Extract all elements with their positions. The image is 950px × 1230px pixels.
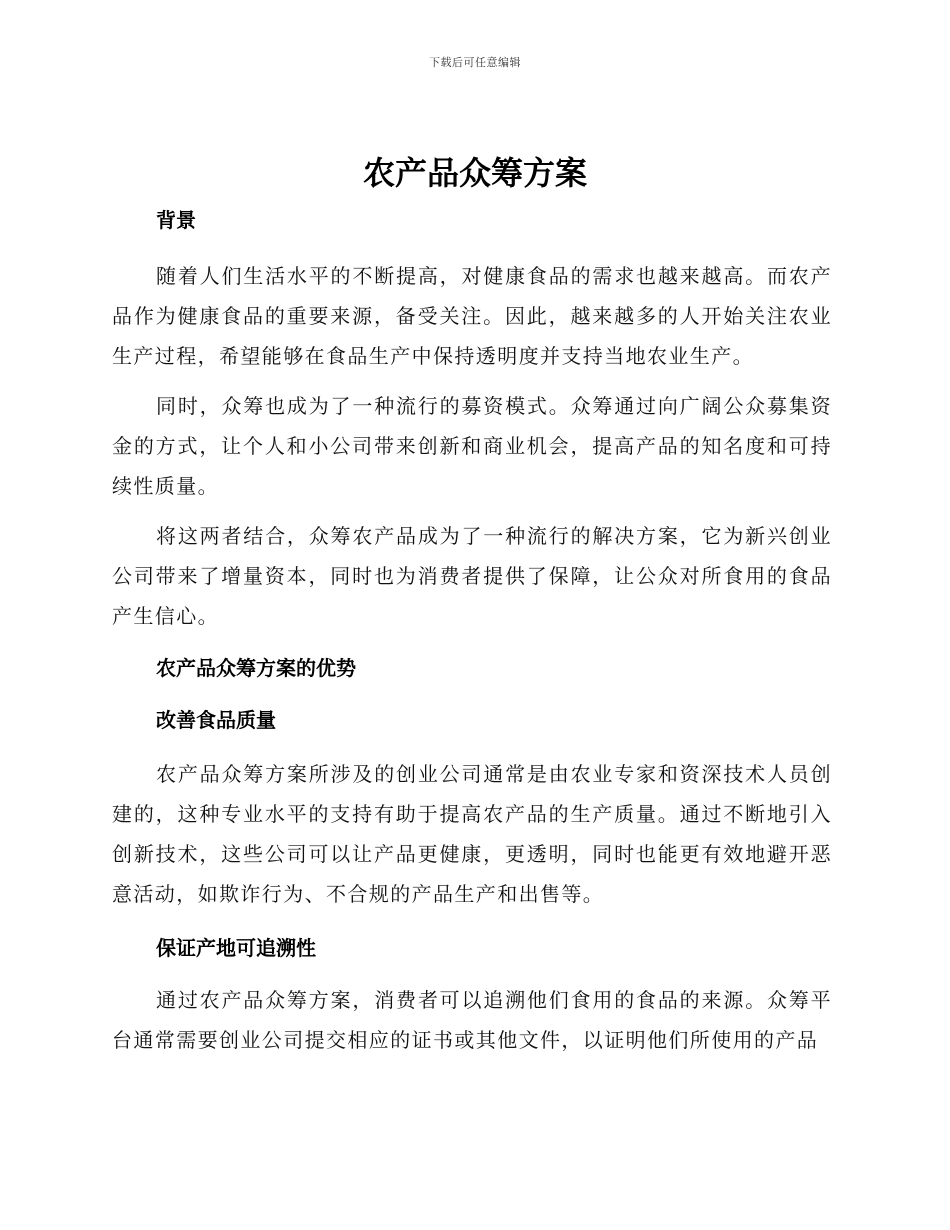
document-title: 农产品众筹方案 [362, 154, 587, 192]
paragraph-background-1: 随着人们生活水平的不断提高，对健康食品的需求也越来越高。而农产品作为健康食品的重要来源，备受关注。因此，越来越多的人开始关注农业生产过程，希望能够在食品生产中保持透明度并支持当地农业生产。 [112, 264, 832, 368]
paragraph-quality-1: 农产品众筹方案所涉及的创业公司通常是由农业专家和资深技术人员创建的，这种专业水平的支持有助于提高农产品的生产质量。通过不断地引入创新技术，这些公司可以让产品更健康，更透明，同时也能更有效地避开恶意活动，如欺诈行为、不合规的产品生产和出售等。 [112, 762, 832, 906]
section-heading-quality: 改善食品质量 [156, 708, 276, 732]
document-body [112, 200, 832, 1070]
paragraph-background-2: 同时，众筹也成为了一种流行的募资模式。众筹通过向广阔公众募集资金的方式，让个人和小公司带来创新和商业机会，提高产品的知名度和可持续性质量。 [112, 394, 832, 498]
header-note: 下载后可任意编辑 [429, 56, 521, 69]
section-heading-advantages: 农产品众筹方案的优势 [156, 656, 356, 680]
paragraph-background-3: 将这两者结合，众筹农产品成为了一种流行的解决方案，它为新兴创业公司带来了增量资本，同时也为消费者提供了保障，让公众对所食用的食品产生信心。 [112, 524, 832, 628]
section-heading-background: 背景 [156, 208, 196, 232]
paragraph-traceability-1: 通过农产品众筹方案，消费者可以追溯他们食用的食品的来源。众筹平台通常需要创业公司提交相应的证书或其他文件，以证明他们所使用的产品 [112, 988, 832, 1052]
section-heading-traceability: 保证产地可追溯性 [156, 936, 316, 960]
